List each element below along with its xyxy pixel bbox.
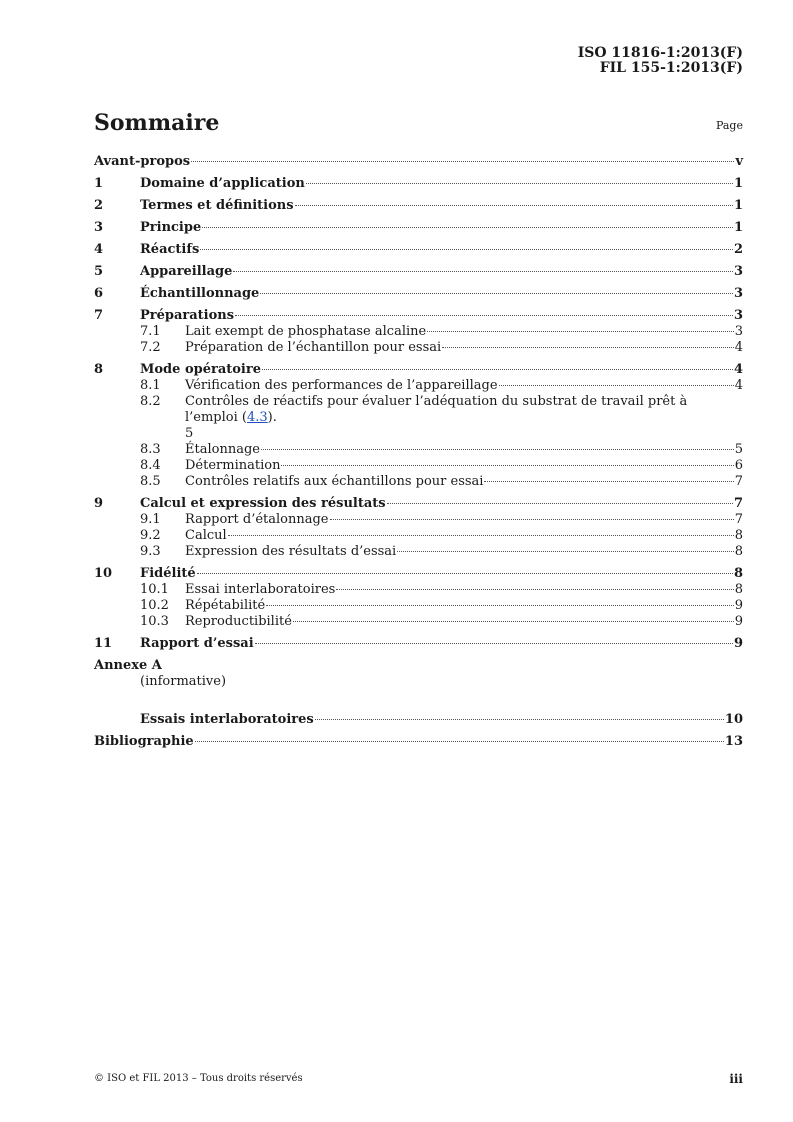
toc-entry-5[interactable]	[94, 264, 743, 280]
toc-label: Principe	[140, 220, 202, 235]
toc-page: 9	[734, 598, 743, 613]
toc-number: 11	[94, 636, 113, 651]
toc-entry-9-1[interactable]	[94, 512, 743, 528]
leader-dots	[233, 271, 733, 272]
toc-page: 3	[734, 324, 743, 339]
toc-page: 8	[734, 528, 743, 543]
toc-entry-8-4[interactable]	[94, 458, 743, 474]
toc-entry-7-2[interactable]	[94, 340, 743, 356]
toc-entry-8-5[interactable]	[94, 474, 743, 490]
toc-number: 10	[94, 566, 113, 581]
toc-page: 8	[734, 544, 743, 559]
leader-dots	[255, 643, 733, 644]
leader-dots	[306, 183, 733, 184]
toc-page: 7	[734, 512, 743, 527]
toc-label: Appareillage	[140, 264, 233, 279]
toc-page: 1	[733, 198, 743, 213]
toc-entry-8[interactable]	[94, 362, 743, 378]
header-iso-ref: ISO 11816-1:2013(F)	[577, 45, 743, 61]
footer-page-number: iii	[729, 1072, 743, 1086]
toc-entry-8-3[interactable]	[94, 442, 743, 458]
toc-entry-10-3[interactable]	[94, 614, 743, 630]
leader-dots	[484, 481, 733, 482]
leader-dots	[260, 293, 733, 294]
leader-dots	[427, 331, 734, 332]
leader-dots	[266, 605, 734, 606]
toc-page: 4	[733, 362, 743, 377]
leader-dots	[281, 465, 733, 466]
toc-page: 3	[733, 308, 743, 323]
toc-entry-annex-a[interactable]	[94, 712, 743, 728]
toc-number: 7.1	[140, 324, 161, 339]
toc-label: Préparations	[140, 308, 235, 323]
page-column-label: Page	[715, 119, 743, 132]
toc-number: 8	[94, 362, 104, 377]
leader-dots	[330, 519, 734, 520]
toc-label: Échantillonnage	[140, 286, 260, 301]
toc-number: 8.5	[140, 474, 161, 489]
leader-dots	[499, 385, 734, 386]
toc-page: 10	[724, 712, 743, 727]
toc-label: Calcul	[185, 528, 227, 543]
page-title: Sommaire	[94, 110, 220, 136]
toc-page: 7	[733, 496, 743, 511]
toc-entry-7-1[interactable]	[94, 324, 743, 340]
toc-label: Termes et définitions	[140, 198, 294, 213]
toc-page: 3	[733, 264, 743, 279]
toc-page: 7	[734, 474, 743, 489]
toc-entry-1[interactable]	[94, 176, 743, 192]
toc-label: Domaine d’application	[140, 176, 305, 191]
leader-dots	[197, 573, 733, 574]
toc-page: v	[735, 154, 743, 169]
toc-number: 5	[94, 264, 104, 279]
toc-label: Lait exempt de phosphatase alcaline	[185, 324, 427, 339]
leader-dots	[397, 551, 734, 552]
toc-label: Préparation de l’échantillon pour essai	[185, 340, 442, 355]
toc-page: 4	[734, 378, 743, 393]
footer-copyright: © ISO et FIL 2013 – Tous droits réservés	[94, 1073, 303, 1084]
toc-label-wrapped	[185, 394, 743, 442]
leader-dots	[293, 621, 734, 622]
leader-dots	[191, 161, 734, 162]
toc-label: Essai interlaboratoires	[185, 582, 336, 597]
toc-label: Réactifs	[140, 242, 200, 257]
toc-page: 6	[734, 458, 743, 473]
toc-entry-3[interactable]	[94, 220, 743, 236]
toc-label: Vérification des performances de l’appareillage	[185, 378, 498, 393]
toc-number: 9.1	[140, 512, 161, 527]
toc-label: Rapport d’essai	[140, 636, 254, 651]
leader-dots	[315, 719, 724, 720]
toc-number: 9.2	[140, 528, 161, 543]
toc-number: 7.2	[140, 340, 161, 355]
toc-number: 8.2	[140, 394, 161, 409]
toc-entry-2[interactable]	[94, 198, 743, 214]
toc-entry-4[interactable]	[94, 242, 743, 258]
toc-number: 4	[94, 242, 104, 257]
toc-entry-8-1[interactable]	[94, 378, 743, 394]
cross-reference-link[interactable]: 4.3	[246, 410, 268, 425]
toc-entry-9-2[interactable]	[94, 528, 743, 544]
leader-dots	[195, 741, 724, 742]
leader-dots	[261, 449, 734, 450]
toc-number: 7	[94, 308, 104, 323]
toc-entry-11[interactable]	[94, 636, 743, 652]
toc-number: 10.3	[140, 614, 169, 629]
toc-number: 10.1	[140, 582, 169, 597]
toc-label: Fidélité	[140, 566, 196, 581]
document-header	[578, 46, 743, 76]
toc-entry-9[interactable]	[94, 496, 743, 512]
toc-label: Répétabilité	[185, 598, 266, 613]
toc-page: 5	[734, 442, 743, 457]
toc-page: 8	[734, 582, 743, 597]
toc-page: 4	[734, 340, 743, 355]
leader-dots	[228, 535, 734, 536]
toc-page: 1	[733, 220, 743, 235]
toc-number: 6	[94, 286, 104, 301]
toc-entry-10-1[interactable]	[94, 582, 743, 598]
toc-entry-10-2[interactable]	[94, 598, 743, 614]
leader-dots	[336, 589, 733, 590]
leader-dots	[235, 315, 733, 316]
header-fil-ref: FIL 155-1:2013(F)	[599, 60, 743, 76]
toc-label: Détermination	[185, 458, 281, 473]
toc-number: 2	[94, 198, 104, 213]
toc-label: Mode opératoire	[140, 362, 261, 377]
toc-page: 1	[733, 176, 743, 191]
toc-label: Expression des résultats d’essai	[185, 544, 397, 559]
toc-label: Rapport d’étalonnage	[185, 512, 329, 527]
annex-informative-note: (informative)	[140, 674, 227, 689]
toc-label-post: ).	[267, 410, 277, 425]
toc-entry-9-3[interactable]	[94, 544, 743, 560]
toc-label: Annexe A	[94, 658, 162, 673]
toc-label: Étalonnage	[185, 442, 260, 457]
toc-label: Reproductibilité	[185, 614, 292, 629]
toc-entry-7[interactable]	[94, 308, 743, 324]
toc-entry-10[interactable]	[94, 566, 743, 582]
toc-number: 1	[94, 176, 104, 191]
toc-label: Contrôles relatifs aux échantillons pour essai	[185, 474, 484, 489]
toc-page: 5	[185, 426, 194, 441]
leader-dots	[387, 503, 733, 504]
toc-label-pre: Contrôles de réactifs pour évaluer l’adéquation du substrat de travail prêt à l’emploi (	[185, 394, 688, 425]
leader-dots	[442, 347, 734, 348]
toc-number: 3	[94, 220, 104, 235]
toc-page: 3	[733, 286, 743, 301]
toc-entry-6[interactable]	[94, 286, 743, 302]
leader-dots	[202, 227, 733, 228]
toc-number: 10.2	[140, 598, 169, 613]
table-of-contents	[94, 154, 743, 750]
toc-entry-bibliographie[interactable]	[94, 734, 743, 750]
toc-page: 9	[734, 614, 743, 629]
toc-label: Calcul et expression des résultats	[140, 496, 386, 511]
toc-page: 2	[733, 242, 743, 257]
toc-page: 9	[733, 636, 743, 651]
toc-number: 9.3	[140, 544, 161, 559]
toc-number: 8.1	[140, 378, 161, 393]
toc-label: Bibliographie	[94, 734, 194, 749]
leader-dots	[200, 249, 733, 250]
leader-dots	[295, 205, 733, 206]
toc-page: 13	[724, 734, 743, 749]
toc-entry-avant-propos[interactable]	[94, 154, 743, 170]
leader-dots	[262, 369, 733, 370]
toc-number: 9	[94, 496, 104, 511]
toc-page: 8	[733, 566, 743, 581]
toc-number: 8.4	[140, 458, 161, 473]
toc-number: 8.3	[140, 442, 161, 457]
toc-label: Avant-propos	[94, 154, 191, 169]
toc-entry-8-2[interactable]	[94, 394, 743, 442]
toc-annex-heading	[94, 658, 743, 674]
toc-label: Essais interlaboratoires	[140, 712, 314, 727]
